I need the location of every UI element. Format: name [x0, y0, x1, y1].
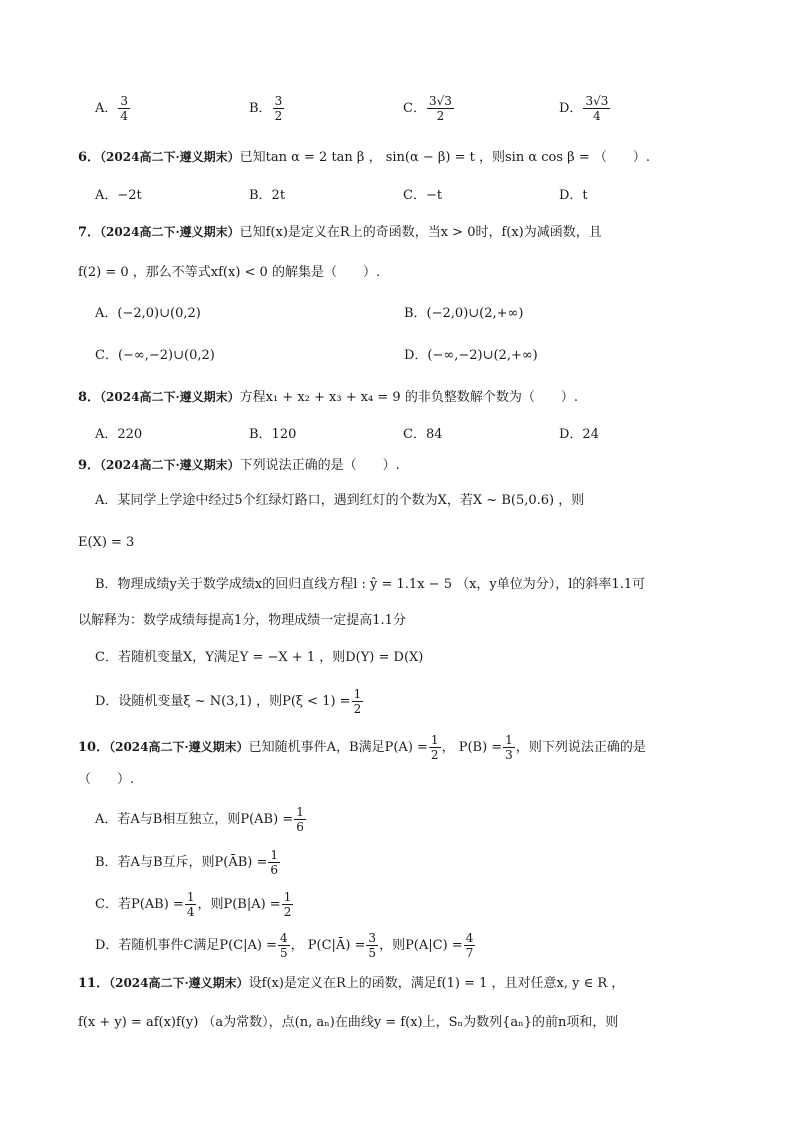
fraction: $\frac{1}{6}$ [296, 805, 304, 834]
fraction: $\frac{1}{4}$ [186, 890, 195, 919]
fraction: $\frac{1}{6}$ [270, 848, 278, 877]
q6-option-c: C．−t [403, 188, 443, 203]
option-text: ， P(C|Ā) = [290, 938, 366, 953]
question-number: 6． [78, 150, 101, 165]
q6-stem [78, 147, 650, 168]
q7-option-c: C．(−∞,−2)∪(0,2) [95, 348, 215, 363]
fraction: $\frac{3√3}{4}$ [585, 94, 609, 123]
fraction: $\frac{3}{2}$ [274, 94, 283, 123]
q10-option-a [95, 805, 307, 834]
question-source: （2024高二下·遵义期末） [100, 225, 240, 239]
question-text: 设f(x)是定义在R上的函数，满足f(1) = 1 ，且对任意x, y ∈ R ， [248, 976, 625, 991]
q9-option-c: C．若随机变量X，Y满足Y = −X + 1 ，则D(Y) = D(X) [95, 650, 424, 665]
q5-option-a [95, 94, 131, 123]
option-text: A．若A与B相互独立，则P(AB) = [95, 812, 294, 827]
question-text: 下列说法正确的是（ ）. [239, 458, 400, 473]
question-number: 8． [78, 390, 101, 405]
question-source: （2024高二下·遵义期末） [109, 740, 249, 754]
question-number: 10． [78, 740, 110, 755]
q8-stem [78, 387, 578, 408]
q7-stem-line2: f(2) = 0 ，那么不等式xf(x) < 0 的解集是（ ）. [78, 265, 381, 280]
q8-option-b: B．120 [249, 427, 297, 442]
question-number: 9． [78, 458, 101, 473]
option-label: B． [249, 101, 272, 116]
q5-option-b [249, 94, 285, 123]
q7-option-b: B．(−2,0)∪(2,+∞) [404, 306, 524, 321]
fraction: $\frac{1}{2}$ [430, 733, 439, 762]
fraction: $\frac{1}{3}$ [505, 733, 513, 762]
q7-stem-line1 [78, 222, 602, 243]
option-text: ，则P(B|A) = [197, 897, 281, 912]
question-source: （2024高二下·遵义期末） [109, 976, 249, 990]
q9-option-b-line2: 以解释为：数学成绩每提高1分，物理成绩一定提高1.1分 [78, 613, 406, 628]
q5-option-c [403, 94, 455, 123]
q9-option-a-line1: A．某同学上学途中经过5个红绿灯路口，遇到红灯的个数为X，若X ~ B(5,0.6) ，则 [95, 493, 585, 508]
question-number: 7． [78, 225, 101, 240]
option-text: D．若随机事件C满足P(C|A) = [95, 938, 278, 953]
question-text: ， P(B) = [441, 740, 503, 755]
question-number: 11． [78, 976, 110, 991]
q9-stem [78, 455, 400, 476]
q10-option-c [95, 890, 294, 919]
fraction: $\frac{4}{7}$ [465, 931, 474, 960]
fraction: $\frac{4}{5}$ [280, 931, 288, 960]
q11-stem-line1 [78, 973, 624, 994]
q10-option-b [95, 848, 281, 877]
q5-option-d [559, 94, 611, 123]
question-source: （2024高二下·遵义期末） [100, 150, 240, 164]
option-label: D． [559, 101, 583, 116]
question-text: 已知f(x)是定义在R上的奇函数，当x > 0时，f(x)为减函数，且 [239, 225, 602, 240]
option-text: B．若A与B互斥，则P(ĀB) = [95, 855, 268, 870]
q10-stem-line1 [78, 733, 646, 762]
q9-option-d [95, 687, 364, 716]
q8-option-c: C．84 [403, 427, 443, 442]
question-text: 方程x₁ + x₂ + x₃ + x₄ = 9 的非负整数解个数为（ ）. [239, 390, 578, 405]
fraction: $\frac{1}{2}$ [283, 890, 292, 919]
q6-option-a: A．−2t [95, 188, 142, 203]
q7-option-a: A．(−2,0)∪(0,2) [95, 306, 201, 321]
q9-option-a-line2: E(X) = 3 [78, 535, 135, 550]
option-label: A． [95, 101, 118, 116]
option-text: C．若P(AB) = [95, 897, 184, 912]
q6-option-d: D．t [559, 188, 588, 203]
q10-option-d [95, 931, 476, 960]
option-text: D．设随机变量ξ ~ N(3,1) ，则P(ξ < 1) = [95, 694, 351, 709]
fraction: $\frac{1}{2}$ [353, 687, 362, 716]
q8-option-d: D．24 [559, 427, 599, 442]
question-text: ，则下列说法正确的是 [515, 740, 646, 755]
question-source: （2024高二下·遵义期末） [100, 458, 240, 472]
fraction: $\frac{3√3}{2}$ [428, 94, 452, 123]
option-text: ，则P(A|C) = [379, 938, 463, 953]
q8-option-a: A．220 [95, 427, 143, 442]
fraction: $\frac{3}{5}$ [368, 931, 377, 960]
question-source: （2024高二下·遵义期末） [100, 390, 240, 404]
option-label: C． [403, 101, 426, 116]
q6-option-b: B．2t [249, 188, 286, 203]
question-text: 已知随机事件A，B满足P(A) = [248, 740, 428, 755]
question-text: 已知tan α = 2 tan β ， sin(α − β) = t ，则sin α cos β = （ ）. [239, 150, 650, 165]
q10-stem-line2: （ ）. [78, 772, 135, 787]
q7-option-d: D．(−∞,−2)∪(2,+∞) [404, 348, 538, 363]
q9-option-b-line1: B．物理成绩y关于数学成绩x的回归直线方程l : ŷ = 1.1x − 5 （x，y单位为分），l的斜率1.1可 [95, 577, 646, 592]
fraction: $\frac{3}{4}$ [120, 94, 129, 123]
q11-stem-line2: f(x + y) = af(x)f(y) （a为常数），点(n, aₙ)在曲线y = f(x)上，Sₙ为数列{aₙ}的前n项和，则 [78, 1015, 619, 1030]
